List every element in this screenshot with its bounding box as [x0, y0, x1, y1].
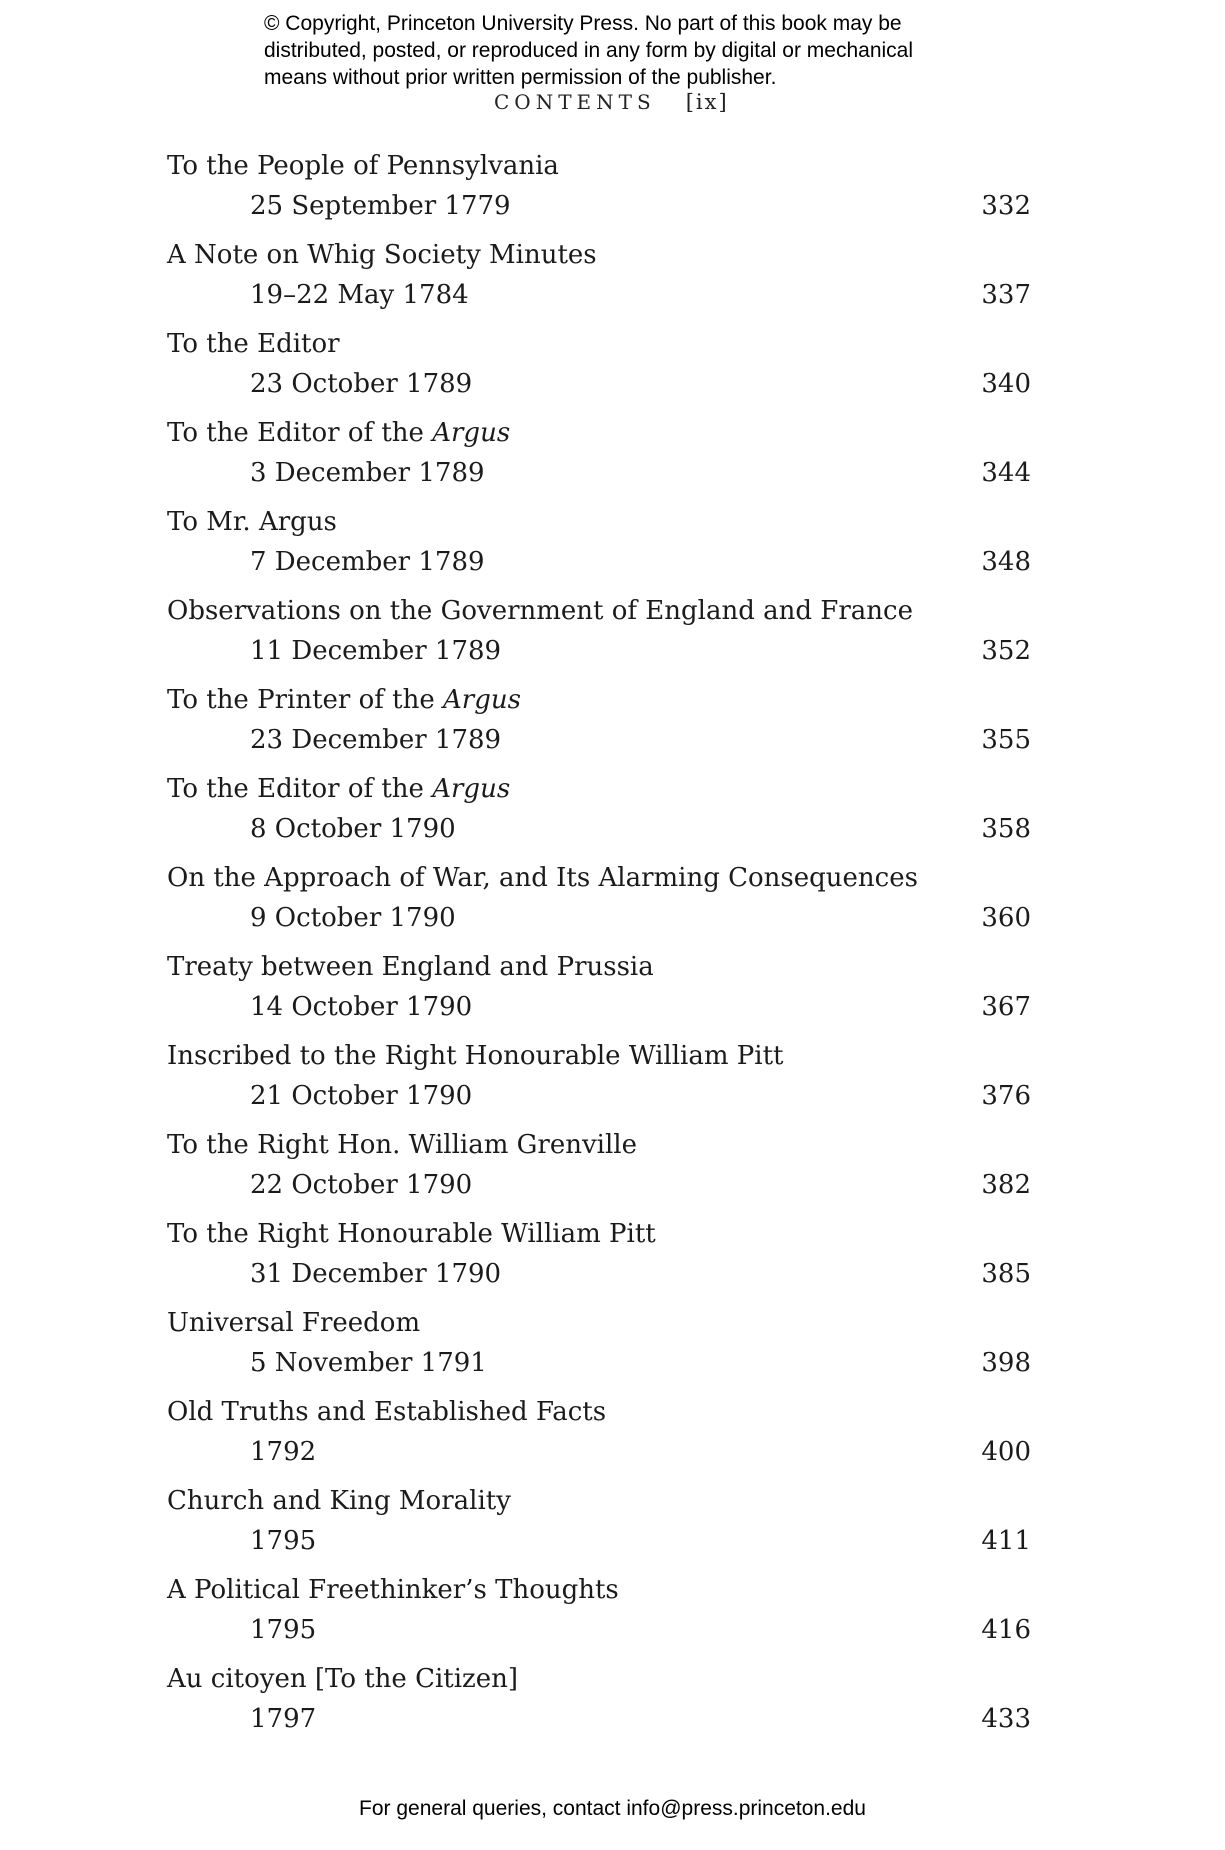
- toc-entry-title-text: Treaty between England and Prussia: [167, 952, 654, 982]
- toc-entry-title: [167, 413, 1031, 453]
- toc-entry-meta: [167, 542, 1031, 582]
- toc-entry-meta: [167, 631, 1031, 671]
- toc-entry-date: 1797: [250, 1704, 317, 1734]
- toc-entry-page-number: 355: [981, 725, 1031, 755]
- toc-entry-date: 1795: [250, 1615, 317, 1645]
- toc-entry-date: 11 December 1789: [250, 636, 502, 666]
- toc-entry: [167, 413, 1031, 493]
- toc-entry-title-italic: Argus: [432, 774, 511, 804]
- toc-entry-page-number: 352: [981, 636, 1031, 666]
- toc-entry-date: 14 October 1790: [250, 992, 473, 1022]
- toc-entry-title: [167, 502, 1031, 542]
- toc-entry-meta: [167, 720, 1031, 760]
- toc-entry-meta: [167, 453, 1031, 493]
- toc-entry-page-number: 416: [981, 1615, 1031, 1645]
- toc-entry-meta: [167, 1165, 1031, 1205]
- toc-entry-title: [167, 1214, 1031, 1254]
- toc-entry-page-number: 433: [981, 1704, 1031, 1734]
- toc-entry-title: [167, 858, 1031, 898]
- toc-entry-title-text: Au citoyen [To the Citizen]: [167, 1664, 519, 1694]
- toc-entry-title-text: Observations on the Government of England and France: [167, 596, 913, 626]
- toc-entry-meta: [167, 1343, 1031, 1383]
- toc-entry-title-text: To the People of Pennsylvania: [167, 151, 559, 181]
- toc-entry-page-number: 340: [981, 369, 1031, 399]
- toc-entry-meta: [167, 275, 1031, 315]
- toc-entry-date: 23 October 1789: [250, 369, 473, 399]
- folio-number: [ix]: [685, 90, 729, 114]
- toc-entry-page-number: 360: [981, 903, 1031, 933]
- toc-entry-meta: [167, 364, 1031, 404]
- toc-entry: [167, 324, 1031, 404]
- toc-entry-title: [167, 1659, 1031, 1699]
- toc-entry-title: [167, 235, 1031, 275]
- toc-entry-title-text: To the Right Honourable William Pitt: [167, 1219, 656, 1249]
- toc-entry-page-number: 376: [981, 1081, 1031, 1111]
- copyright-line-3: means without prior written permission of the publisher.: [264, 66, 777, 89]
- toc-entry: [167, 1659, 1031, 1739]
- toc-entry-title: [167, 1392, 1031, 1432]
- toc-entry: [167, 947, 1031, 1027]
- toc-entry-title-italic: Argus: [442, 685, 521, 715]
- toc-entry: [167, 235, 1031, 315]
- toc-entry: [167, 146, 1031, 226]
- toc-entry-title: [167, 680, 1031, 720]
- toc-entry: [167, 858, 1031, 938]
- toc-entry-title-text: On the Approach of War, and Its Alarming Consequences: [167, 863, 918, 893]
- toc-entry-title: [167, 1125, 1031, 1165]
- toc-entry-page-number: 332: [981, 191, 1031, 221]
- footer-contact: For general queries, contact info@press.princeton.edu: [359, 1797, 866, 1820]
- toc-entry-meta: [167, 1254, 1031, 1294]
- toc-entry-title: [167, 591, 1031, 631]
- toc-entry-page-number: 358: [981, 814, 1031, 844]
- toc-entry: [167, 1570, 1031, 1650]
- toc-entry-title: [167, 1303, 1031, 1343]
- toc-entry-date: 3 December 1789: [250, 458, 485, 488]
- toc-entry-meta: [167, 186, 1031, 226]
- toc-entry-date: 21 October 1790: [250, 1081, 473, 1111]
- toc-entry-meta: [167, 1610, 1031, 1650]
- toc-entry: [167, 1392, 1031, 1472]
- toc-entry-page-number: 385: [981, 1259, 1031, 1289]
- toc-entry-meta: [167, 1699, 1031, 1739]
- toc-entry-date: 5 November 1791: [250, 1348, 487, 1378]
- toc-entry-date: 1792: [250, 1437, 317, 1467]
- toc-entry-title-text: A Political Freethinker’s Thoughts: [167, 1575, 619, 1605]
- toc-entry-title: [167, 1036, 1031, 1076]
- toc-entry-date: 31 December 1790: [250, 1259, 502, 1289]
- copyright-line-2: distributed, posted, or reproduced in any form by digital or mechanical: [264, 39, 914, 62]
- toc-entry-title-italic: Argus: [432, 418, 511, 448]
- toc-entry-title-text: To the Printer of the: [167, 685, 443, 715]
- toc-entry-date: 8 October 1790: [250, 814, 456, 844]
- toc-entry-title: [167, 1481, 1031, 1521]
- toc-entry: [167, 769, 1031, 849]
- toc-entry-page-number: 382: [981, 1170, 1031, 1200]
- toc-entry-date: 9 October 1790: [250, 903, 456, 933]
- toc-entry-date: 25 September 1779: [250, 191, 511, 221]
- contents-heading: CONTENTS: [494, 90, 656, 114]
- toc-entry-title-text: Inscribed to the Right Honourable William Pitt: [167, 1041, 784, 1071]
- toc-entry: [167, 680, 1031, 760]
- toc-entry-title: [167, 769, 1031, 809]
- toc-entry-title-text: To the Editor of the: [167, 774, 433, 804]
- toc-entry: [167, 1303, 1031, 1383]
- toc-entry-date: 23 December 1789: [250, 725, 502, 755]
- toc-entry-meta: [167, 1432, 1031, 1472]
- toc-entry-meta: [167, 809, 1031, 849]
- toc-entry-title: [167, 947, 1031, 987]
- toc-entry-title-text: A Note on Whig Society Minutes: [167, 240, 597, 270]
- toc-entry-title-text: To Mr. Argus: [167, 507, 337, 537]
- toc-entry-page-number: 367: [981, 992, 1031, 1022]
- toc-entry-title: [167, 1570, 1031, 1610]
- copyright-notice: [264, 10, 913, 91]
- toc-entry-title: [167, 146, 1031, 186]
- toc-entry: [167, 591, 1031, 671]
- toc-entry-page-number: 337: [981, 280, 1031, 310]
- toc-entry-page-number: 400: [981, 1437, 1031, 1467]
- toc-entry-page-number: 344: [981, 458, 1031, 488]
- toc-entry: [167, 1125, 1031, 1205]
- toc-entry: [167, 1214, 1031, 1294]
- toc-entry-page-number: 411: [981, 1526, 1031, 1556]
- toc-entry-meta: [167, 987, 1031, 1027]
- toc-entry-date: 1795: [250, 1526, 317, 1556]
- toc-entry-title-text: Old Truths and Established Facts: [167, 1397, 607, 1427]
- page-header: [494, 90, 729, 114]
- toc-entry-date: 7 December 1789: [250, 547, 485, 577]
- toc-entry-page-number: 348: [981, 547, 1031, 577]
- toc-entry-date: 19–22 May 1784: [250, 280, 469, 310]
- toc-entry-date: 22 October 1790: [250, 1170, 473, 1200]
- toc-entry-list: [167, 146, 1031, 1748]
- toc-entry-title: [167, 324, 1031, 364]
- toc-entry-meta: [167, 898, 1031, 938]
- toc-entry-page-number: 398: [981, 1348, 1031, 1378]
- toc-entry: [167, 1036, 1031, 1116]
- copyright-line-1: © Copyright, Princeton University Press. No part of this book may be: [264, 12, 902, 35]
- toc-entry-title-text: Church and King Morality: [167, 1486, 511, 1516]
- toc-entry: [167, 1481, 1031, 1561]
- toc-entry-title-text: To the Editor of the: [167, 418, 433, 448]
- toc-entry: [167, 502, 1031, 582]
- toc-entry-title-text: To the Editor: [167, 329, 340, 359]
- toc-entry-meta: [167, 1521, 1031, 1561]
- toc-entry-title-text: Universal Freedom: [167, 1308, 421, 1338]
- toc-entry-title-text: To the Right Hon. William Grenville: [167, 1130, 637, 1160]
- toc-entry-meta: [167, 1076, 1031, 1116]
